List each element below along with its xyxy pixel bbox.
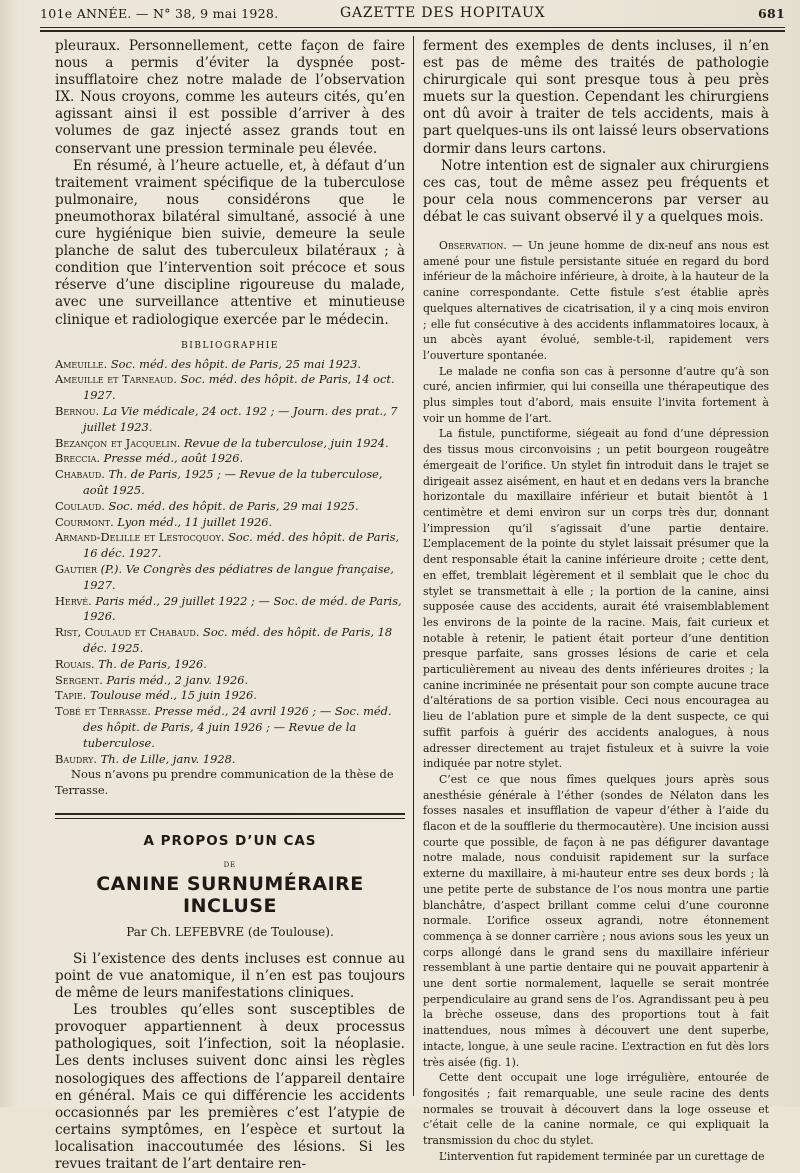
article-paragraph-2: Les troubles qu’elles sont susceptibles de provoquer appartiennent à deux processus pathologiques, soit l’infection, soit la néoplasie. Les dents incluses suivent donc ainsi les règles nosologiques des affections de l’appareil dentaire en général. Mais ce qui différencie les accidents occasionnés par les premières c’est l’atypie de certains symptômes, en l’espèce et surtout la localisation inaccoutumée des lésions. Si les revues traitant de l’art dentaire ren- — [55, 1002, 405, 1173]
issue-info: 101e ANNÉE. — N° 38, 9 mai 1928. — [40, 6, 279, 21]
article-byline: Par Ch. LEFEBVRE (de Toulouse). — [126, 924, 334, 939]
header-rule-thick — [40, 30, 785, 32]
bibliography-list — [55, 357, 405, 799]
article-kicker: A PROPOS D’UN CAS — [143, 832, 317, 849]
observation-paragraph-3: La fistule, punctiforme, siégeait au fond d’une dépression des tissus mous circonvoisins ; un petit bourgeon rougeâtre émergeait de l’orifice. Un stylet fin introduit dans le trajet se dirigeait assez aisément, en haut et en dedans vers la branche horizontale du maxillaire inférieur et butait bientôt à 1 centimètre et demi environ sur un corps très dur, donnant l’impression qu’il s’agissait d’une partie dentaire. L’emplacement de la pointe du stylet laissait présumer que la dent responsable était la canine inférieure droite ; cette dent, en effet, tremblait légèrement et il semblait que le choc du stylet se transmettait à elle ; la portion de la canine, ainsi supposée cause des accidents, aurait été vraisemblablement les environs de la pointe de la racine. Mais, fait curieux et notable à retenir, le patient était porteur d’une dentition presque parfaite, sans grosses lésions de carie et cela particulièrement au niveau des dents inférieures droites ; la canine incriminée ne présentait pour son compte aucune trace d’altérations de sa portion visible. Ceci nous encouragea au lieu de l’ablation pure et simple de la dent suspecte, ce qui suffit parfois à guérir des accidents analogues, à nous adresser directement au trajet fistuleux et à suivre la voie indiquée par notre stylet. — [423, 427, 769, 771]
bibliography-entry: Bernou. La Vie médicale, 24 oct. 192 ; — Journ. des prat., 7 juillet 1923. — [55, 403, 398, 434]
right-paragraph-1: ferment des exemples de dents incluses, il n’en est pas de même des traités de pathologie chirurgicale qui sont presque tous à peu près muets sur la question. Cependant les chirurgiens ont dû avoir à traiter de tels accidents, mais à part quelques-uns ils ont laissé leurs observations dormir dans leurs cartons. — [423, 38, 769, 157]
header-rule-thin — [40, 27, 785, 28]
bibliography-entry: Courmont. Lyon méd., 11 juillet 1926. — [55, 514, 273, 529]
page-header — [40, 2, 785, 24]
bibliography-entry: Armand-Delille et Lestocquoy. Soc. méd. des hôpit. de Paris, 16 déc. 1927. — [55, 530, 400, 561]
article-title: CANINE SURNUMÉRAIRE INCLUSE — [96, 872, 364, 917]
bibliography-entry: Rist, Coulaud et Chabaud. Soc. méd. des hôpit. de Paris, 18 déc. 1925. — [55, 625, 393, 655]
article-paragraph-1: Si l’existence des dents incluses est connue au point de vue anatomique, il n’en est pas toujours de même de leurs manifestations cliniques. — [55, 950, 405, 1002]
observation-paragraph-4: C’est ce que nous fîmes quelques jours après sous anesthésie générale à l’éther (sondes de Nélaton dans les fosses nasales et insufflation de vapeur d’éther à l’aide du flacon et de la soufflerie du thermocautère). Une incision aussi courte que possible, de façon à ne pas défigurer davantage notre malade, nous conduisit rapidement sur la surface externe du maxillaire, à mi-hauteur entre ses deux bords ; là une petite perte de substance de l’os nous montra une partie blanchâtre, d’aspect brillant comme celui d’une couronne normale. L’orifice osseux agrandi, notre étonnement commença à se donner carrière ; nous avions sous les yeux un corps allongé dans le grand sens du maxillaire inférieur ressemblant à une partie dentaire qui ne pouvait appartenir à une dent sortie normalement, laquelle se serait montrée perpendiculaire au grand sens de l’os. Agrandissant peu à peu la brèche osseuse, dans des proportions tout à fait inattendues, nous mîmes à découvert une dent superbe, intacte, longue, à une seule racine. L’extraction en fut dès lors très aisée (fig. 1). — [423, 772, 769, 1069]
bibliography-entry: Ameuille. Soc. méd. des hôpit. de Paris, 25 mai 1923. — [55, 356, 362, 371]
observation-paragraph-5: Cette dent occupait une loge irrégulière, entourée de fongosités ; fait remarquable, une seule racine des dents normales se trouvait à découvert dans la loge osseuse et c’était celle de la canine normale, ce qui expliquait la transmission du choc du stylet. — [423, 1071, 769, 1148]
bibliography-entry: Breccia. Presse méd., août 1926. — [55, 451, 244, 466]
bibliography-entry: Coulaud. Soc. méd. des hôpit. de Paris, 29 mai 1925. — [55, 498, 359, 513]
bibliography-entry: Gautier (P.). Ve Congrès des pédiatres de langue française, 1927. — [55, 561, 394, 592]
bibliography-entry: Hervé. Paris méd., 29 juillet 1922 ; — Soc. de méd. de Paris, 1926. — [55, 593, 402, 624]
observation-paragraph: Observation. — Un jeune homme de dix-neuf ans nous est amené pour une fistule persistante située en regard du bord inférieur de la mâchoire inférieure, à droite, à la hauteur de la canine correspondante. Cette fistule s’est établie après quelques alternatives de cicatrisation, il y a cinq mois environ ; elle fut consécutive à des accidents inflammatoires locaux, à un abcès ayant évolué, semble-t-il, rapidement vers l’ouverture spontanée. — [423, 239, 769, 362]
bibliography-entry: Baudry. Th. de Lille, janv. 1928. — [55, 751, 236, 766]
bibliography-entry: Rouais. Th. de Paris, 1926. — [55, 656, 207, 671]
left-column — [55, 38, 405, 1173]
article-separator-thick — [55, 813, 405, 815]
journal-title: GAZETTE DES HOPITAUX — [340, 5, 546, 21]
page-number: 681 — [758, 6, 785, 21]
left-paragraph-2: En résumé, à l’heure actuelle, et, à défaut d’un traitement vraiment spécifique de la tuberculose pulmonaire, nous considérons que le pneumothorax bilatéral simultané, associé à une cure hygiénique bien suivie, demeure la seule planche de salut des tuberculeux bilatéraux ; à condition que l’intervention soit précoce et sous réserve d’une discipline rigoureuse du malade, avec une surveillance attentive et minutieuse clinique et radiologique exercée par le médecin. — [55, 157, 405, 328]
article-kicker-de: DE — [223, 860, 237, 869]
bibliography-entry: Tobé et Terrasse. Presse méd., 24 avril 1926 ; — Soc. méd. des hôpit. de Paris, 4 juin 1926 ; — Revue de la tuberculose. — [55, 704, 392, 750]
bibliography-heading: BIBLIOGRAPHIE — [181, 340, 279, 351]
bibliography-entry: Chabaud. Th. de Paris, 1925 ; — Revue de la tuberculose, août 1925. — [55, 467, 383, 497]
left-paragraph-1: pleuraux. Personnellement, cette façon de faire nous a permis d’éviter la dyspnée post-insufflatoire chez notre malade de l’observation IX. Nous croyons, comme les auteurs cités, qu’en agissant ainsi il est possible d’arriver à des volumes de gaz injecté assez grands tout en conservant une pression terminale peu élevée. — [55, 38, 405, 157]
observation-label: Observation. — [439, 239, 507, 253]
observation-paragraph-6: L’intervention fut rapidement terminée par un curettage de — [439, 1149, 765, 1163]
bibliography-entry: Ameuille et Tarneaud. Soc. méd. des hôpit. de Paris, 14 oct. 1927. — [55, 372, 395, 403]
bibliography-entry: Bezançon et Jacquelin. Revue de la tuberculose, juin 1924. — [55, 435, 389, 450]
bibliography-entry: Sergent. Paris méd., 2 janv. 1926. — [55, 672, 249, 687]
article-separator-thin — [55, 818, 405, 819]
column-divider — [413, 36, 414, 1096]
bibliography-entry: Tapie. Toulouse méd., 15 juin 1926. — [55, 688, 257, 703]
observation-paragraph-2: Le malade ne confia son cas à personne d’autre qu’à son curé, ancien infirmier, qui lui conseilla une thérapeutique des plus simples tout d’abord, mais ensuite l’invita fortement à voir un homme de l’art. — [423, 364, 769, 425]
right-column — [423, 38, 769, 1165]
bibliography-note: Nous n’avons pu prendre communication de la thèse de Terrasse. — [55, 767, 394, 798]
right-paragraph-2: Notre intention est de signaler aux chirurgiens ces cas, tout de même assez peu fréquents et pour cela nous commencerons par verser au débat le cas suivant observé il y a quelques mois. — [423, 157, 769, 225]
